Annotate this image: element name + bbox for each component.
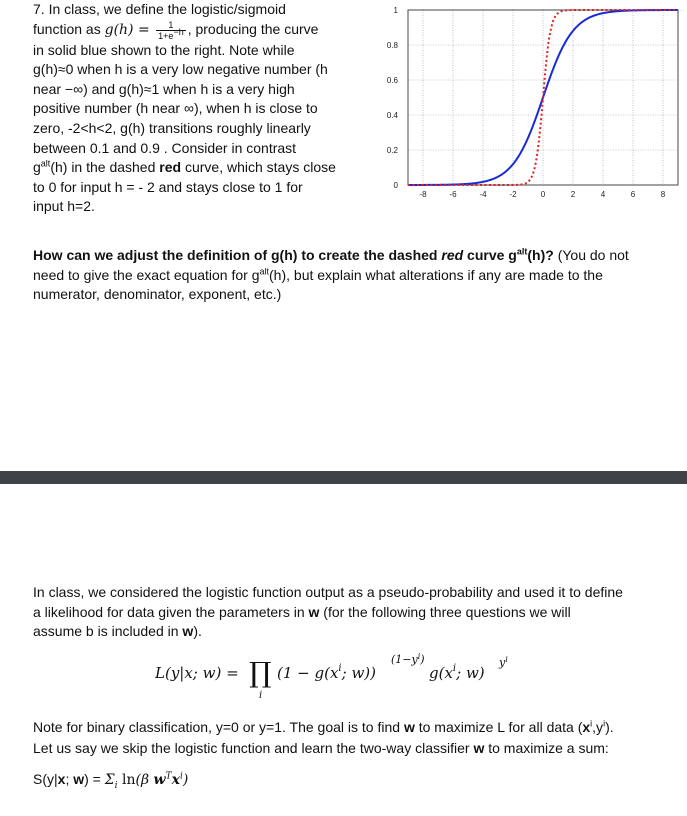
- sigmoid-chart: [362, 0, 687, 215]
- sigmoid-fraction: $\frac{1}{1+e^{-h}}$: [158, 19, 184, 41]
- q7-line-10: to 0 for input h = - 2 and stays close to 1 for: [33, 178, 303, 195]
- x-tick-label: 8: [660, 190, 666, 199]
- term2-text: g(x: [429, 664, 453, 682]
- question-galt: [33, 246, 653, 305]
- term1-text: (1 − g(x: [277, 664, 339, 682]
- svg-text:(1−yi): $(1-y^i)$: [391, 652, 425, 666]
- x-tick-label: 2: [570, 190, 576, 199]
- q7-line-3: in solid blue shown to the right. Note while: [33, 41, 295, 58]
- y-tick-label: 0.2: [386, 146, 398, 155]
- q-bold-line-3: numerator, denominator, exponent, etc.): [33, 286, 282, 302]
- likelihood-intro: [33, 583, 663, 642]
- q7-line-11: input h=2.: [33, 198, 95, 215]
- product-index: i: [259, 690, 263, 701]
- exponent-2: y: [499, 656, 506, 669]
- part2-line-3: assume b is included in w).: [33, 623, 202, 639]
- svg-text:(1 − g(xi; w)): ($1 - g(x^i$; w)): [277, 663, 376, 682]
- y-tick-label: 1: [393, 6, 398, 15]
- x-tick-label: -8: [419, 190, 427, 199]
- svg-text:yi: $y^i$: [499, 655, 508, 669]
- note-line-1: Note for binary classification, y=0 or y=1. The goal is to find w to maximize L for all data $(x^i,y^i)$.: [33, 718, 614, 735]
- q-bold-line-1: How can we adjust the definition of g(h) to create the dashed red curve $g^{alt}(h)$? (You do not: [33, 246, 629, 263]
- x-tick-label: 6: [630, 190, 636, 199]
- y-tick-label: 0: [393, 181, 398, 190]
- sum-formula: S(y|x; $w) = \Sigma_i$ ln(β $w^Tx^i$): [33, 771, 189, 791]
- q7-line-2: function as g(h) = $\frac{1}{1+e^{-h}}$ , producing the curve: [33, 19, 319, 41]
- x-tick-label: 0: [540, 190, 546, 199]
- part2-line-2: a likelihood for data given the parameters in w (for the following three questions we will: [33, 603, 571, 620]
- x-tick-label: -4: [479, 190, 487, 199]
- q7-line-9: $g^{alt}(h)$ in the dashed red curve, which stays close: [33, 158, 336, 176]
- note-line-2: Let us say we skip the logistic function and learn the two-way classifier w to maximize a sum:: [33, 740, 609, 756]
- q7-line-5: near −∞) and g(h)≈1 when h is a very high: [33, 80, 295, 97]
- exponent-1: (1−y: [391, 653, 418, 666]
- binary-classification-note: [33, 717, 673, 759]
- x-tick-label: -2: [509, 190, 517, 199]
- y-tick-label: 0.8: [386, 41, 398, 50]
- svg-text:g(xi; w): $g(x^i$; w): [429, 663, 485, 682]
- x-tick-label: 4: [600, 190, 606, 199]
- page-divider: [0, 471, 687, 484]
- likelihood-formula: [155, 648, 575, 704]
- likelihood-lhs: L(y|x; w) =: [155, 664, 239, 682]
- chart-ticks: [387, 6, 666, 199]
- question-7-text: [33, 0, 363, 217]
- sigma-symbol: Σ: [104, 772, 115, 788]
- q7-line-4: g(h)≈0 when h is a very low negative number (h: [33, 61, 328, 78]
- q-bold-line-2: need to give the exact equation for $g^{alt}(h)$, but explain what alterations if any are made to the: [33, 265, 603, 283]
- g-of-h-definition: g(h) =: [104, 21, 155, 38]
- series-galt-h-line: [408, 10, 678, 185]
- part2-line-1: In class, we considered the logistic function output as a pseudo-probability and used it to define: [33, 584, 623, 600]
- q7-line-7: zero, -2<h<2, g(h) transitions roughly linearly: [33, 119, 311, 136]
- x-tick-label: -6: [449, 190, 457, 199]
- q7-line-6: positive number (h near ∞), when h is close to: [33, 100, 318, 117]
- q7-line-8: between 0.1 and 0.9 . Consider in contrast: [33, 139, 297, 156]
- y-tick-label: 0.6: [386, 76, 398, 85]
- product-symbol: ∏: [249, 656, 272, 689]
- q7-line-1: 7. In class, we define the logistic/sigmoid: [33, 1, 286, 17]
- y-tick-label: 0.4: [386, 111, 398, 120]
